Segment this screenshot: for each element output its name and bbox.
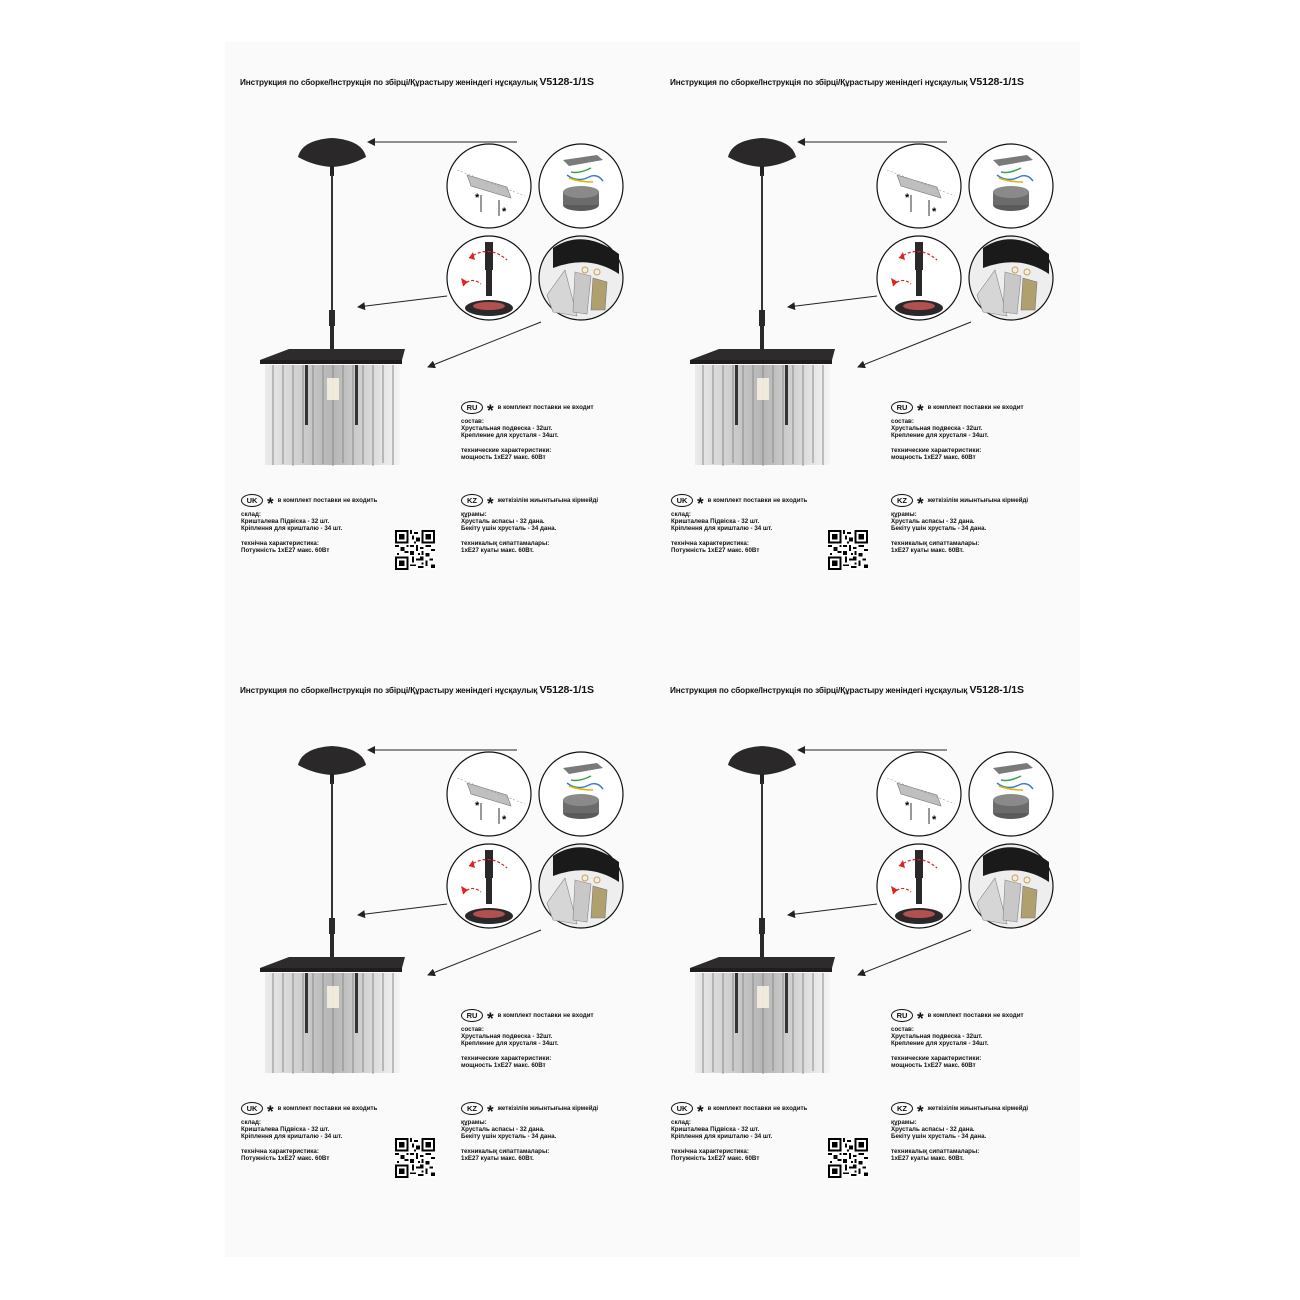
- crystal-hook-icon: [539, 236, 623, 320]
- ru-specs-value: мощность 1хЕ27 макс. 60Вт: [461, 1061, 546, 1069]
- kz-specs-value: 1хЕ27 куаты макс. 60Вт.: [891, 546, 964, 554]
- ru-composition-label: состав:: [891, 418, 914, 425]
- kz-composition-label: құрамы:: [461, 1119, 487, 1126]
- kz-composition-label: құрамы:: [461, 511, 487, 518]
- kz-item-2: Бекіту үшін хрусталь - 34 дана.: [461, 525, 557, 533]
- asterisk-icon: *: [487, 400, 494, 420]
- wiring-diagram-icon: [969, 144, 1053, 228]
- canopy-icon: [728, 746, 796, 784]
- svg-text:*: *: [502, 206, 507, 218]
- model-code: V5128-1/1S: [539, 684, 594, 696]
- kz-language-badge: KZ: [891, 494, 913, 507]
- ru-item-1: Хрустальная подвеска - 32шт.: [891, 1033, 983, 1041]
- wiring-diagram-icon: [539, 752, 623, 836]
- kz-composition-label: құрамы:: [891, 511, 917, 518]
- uk-not-included: в комплект поставки не входить: [707, 1104, 808, 1112]
- canopy-icon: [728, 138, 796, 176]
- mounting-bracket-icon: [447, 144, 531, 228]
- ru-item-2: Крепление для хрусталя - 34шт.: [461, 432, 559, 440]
- ru-item-2: Крепление для хрусталя - 34шт.: [891, 432, 989, 440]
- kz-language-badge: KZ: [891, 1102, 913, 1115]
- kz-composition-label: құрамы:: [891, 1119, 917, 1126]
- ru-info-block: [461, 1009, 594, 1069]
- rotate-arrow-icon: [877, 236, 961, 320]
- uk-not-included: в комплект поставки не входить: [277, 1104, 378, 1112]
- uk-item-1: Кришталева Підвіска - 32 шт.: [671, 518, 760, 526]
- uk-specs-label: технічна характеристика:: [241, 1147, 319, 1155]
- ru-specs-value: мощность 1хЕ27 макс. 60Вт: [891, 453, 976, 461]
- kz-item-2: Бекіту үшін хрусталь - 34 дана.: [891, 1133, 987, 1141]
- uk-composition-label: склад:: [241, 511, 261, 518]
- uk-info-block: [671, 1102, 807, 1162]
- ru-specs-label: технические характеристики:: [461, 446, 552, 454]
- svg-text:*: *: [905, 192, 910, 204]
- ru-not-included: в комплект поставки не входит: [497, 403, 594, 411]
- kz-item-1: Хрусталь аспасы - 32 дана.: [461, 1126, 545, 1134]
- kz-item-1: Хрусталь аспасы - 32 дана.: [891, 518, 975, 526]
- kz-item-1: Хрусталь аспасы - 32 дана.: [461, 518, 545, 526]
- uk-info-block: [241, 494, 377, 554]
- ru-language-badge: RU: [461, 401, 483, 414]
- uk-not-included: в комплект поставки не входить: [277, 496, 378, 504]
- ru-info-block: [461, 401, 594, 461]
- kz-not-included: жеткізілім жиынтығына кірмейді: [927, 1104, 1029, 1112]
- svg-text:*: *: [905, 800, 910, 812]
- asterisk-icon: *: [917, 400, 924, 420]
- uk-specs-value: Потужність 1хЕ27 макс. 60Вт: [241, 546, 330, 554]
- kz-specs-value: 1хЕ27 куаты макс. 60Вт.: [461, 1154, 534, 1162]
- uk-language-badge: UK: [241, 1102, 263, 1115]
- qr-code-icon[interactable]: [395, 1138, 435, 1178]
- ru-not-included: в комплект поставки не входит: [497, 1011, 594, 1019]
- uk-info-block: [671, 494, 807, 554]
- kz-item-2: Бекіту үшін хрусталь - 34 дана.: [461, 1133, 557, 1141]
- kz-specs-label: техникалық сипаттамалары:: [891, 539, 980, 547]
- ru-item-2: Крепление для хрусталя - 34шт.: [461, 1040, 559, 1048]
- kz-not-included: жеткізілім жиынтығына кірмейді: [497, 496, 599, 504]
- canopy-icon: [298, 746, 366, 784]
- asterisk-icon: *: [487, 493, 494, 513]
- kz-language-badge: KZ: [461, 1102, 483, 1115]
- ru-specs-label: технические характеристики:: [461, 1054, 552, 1062]
- uk-specs-value: Потужність 1хЕ27 макс. 60Вт: [241, 1154, 330, 1162]
- kz-specs-value: 1хЕ27 куаты макс. 60Вт.: [891, 1154, 964, 1162]
- asterisk-icon: *: [487, 1101, 494, 1121]
- kz-info-block: [461, 1102, 598, 1162]
- uk-specs-value: Потужність 1хЕ27 макс. 60Вт: [671, 1154, 760, 1162]
- ru-composition-label: состав:: [891, 1026, 914, 1033]
- ru-item-1: Хрустальная подвеска - 32шт.: [461, 425, 553, 433]
- kz-info-block: [461, 494, 598, 554]
- title-text: Инструкция по сборке/Інструкція по збірці/Құрастыру женіндегі нұсқаулық: [670, 686, 968, 695]
- model-code: V5128-1/1S: [969, 76, 1024, 88]
- chandelier-icon: [260, 349, 405, 466]
- uk-item-2: Кріплення для кришталю - 34 шт.: [241, 1133, 343, 1141]
- ru-not-included: в комплект поставки не входит: [927, 403, 1024, 411]
- asterisk-icon: *: [917, 1008, 924, 1028]
- uk-item-2: Кріплення для кришталю - 34 шт.: [671, 1133, 773, 1141]
- rotate-arrow-icon: [447, 844, 531, 928]
- mounting-bracket-icon: [447, 752, 531, 836]
- assembly-illustration: [665, 668, 1095, 1278]
- asterisk-icon: *: [267, 1101, 274, 1121]
- kz-not-included: жеткізілім жиынтығына кірмейді: [497, 1104, 599, 1112]
- ru-specs-value: мощность 1хЕ27 макс. 60Вт: [461, 453, 546, 461]
- rotate-arrow-icon: [877, 844, 961, 928]
- assembly-illustration: [235, 60, 665, 670]
- crystal-hook-icon: [969, 236, 1053, 320]
- ru-language-badge: RU: [891, 401, 913, 414]
- ru-item-1: Хрустальная подвеска - 32шт.: [461, 1033, 553, 1041]
- model-code: V5128-1/1S: [969, 684, 1024, 696]
- uk-specs-label: технічна характеристика:: [241, 539, 319, 547]
- title-text: Инструкция по сборке/Інструкція по збірці/Құрастыру женіндегі нұсқаулық: [240, 686, 538, 695]
- ru-specs-value: мощность 1хЕ27 макс. 60Вт: [891, 1061, 976, 1069]
- mounting-bracket-icon: [877, 752, 961, 836]
- model-code: V5128-1/1S: [539, 76, 594, 88]
- crystal-hook-icon: [969, 844, 1053, 928]
- asterisk-icon: *: [697, 493, 704, 513]
- qr-code-icon[interactable]: [395, 530, 435, 570]
- assembly-illustration: [665, 60, 1095, 670]
- svg-text:*: *: [475, 192, 480, 204]
- kz-specs-label: техникалық сипаттамалары:: [891, 1147, 980, 1155]
- assembly-illustration: [235, 668, 665, 1278]
- uk-specs-label: технічна характеристика:: [671, 1147, 749, 1155]
- kz-not-included: жеткізілім жиынтығына кірмейді: [927, 496, 1029, 504]
- rotate-arrow-icon: [447, 236, 531, 320]
- asterisk-icon: *: [697, 1101, 704, 1121]
- svg-text:*: *: [502, 814, 507, 826]
- kz-item-2: Бекіту үшін хрусталь - 34 дана.: [891, 525, 987, 533]
- uk-not-included: в комплект поставки не входить: [707, 496, 808, 504]
- asterisk-icon: *: [917, 493, 924, 513]
- mounting-bracket-icon: [877, 144, 961, 228]
- kz-language-badge: KZ: [461, 494, 483, 507]
- wiring-diagram-icon: [969, 752, 1053, 836]
- ru-composition-label: состав:: [461, 1026, 484, 1033]
- instruction-panel: [665, 668, 1095, 1278]
- ru-composition-label: состав:: [461, 418, 484, 425]
- kz-specs-value: 1хЕ27 куаты макс. 60Вт.: [461, 546, 534, 554]
- chandelier-icon: [690, 957, 835, 1074]
- ru-language-badge: RU: [891, 1009, 913, 1022]
- canopy-icon: [298, 138, 366, 176]
- svg-text:*: *: [932, 814, 937, 826]
- ru-not-included: в комплект поставки не входит: [927, 1011, 1024, 1019]
- ru-specs-label: технические характеристики:: [891, 446, 982, 454]
- uk-language-badge: UK: [671, 1102, 693, 1115]
- kz-item-1: Хрусталь аспасы - 32 дана.: [891, 1126, 975, 1134]
- instruction-panel: [235, 668, 665, 1278]
- qr-code-icon[interactable]: [828, 1138, 868, 1178]
- wiring-diagram-icon: [539, 144, 623, 228]
- uk-item-2: Кріплення для кришталю - 34 шт.: [241, 525, 343, 533]
- kz-info-block: [891, 494, 1028, 554]
- instruction-panel: [665, 60, 1095, 670]
- asterisk-icon: *: [267, 493, 274, 513]
- ru-item-2: Крепление для хрусталя - 34шт.: [891, 1040, 989, 1048]
- qr-code-icon[interactable]: [828, 530, 868, 570]
- ru-specs-label: технические характеристики:: [891, 1054, 982, 1062]
- svg-text:*: *: [932, 206, 937, 218]
- ru-item-1: Хрустальная подвеска - 32шт.: [891, 425, 983, 433]
- crystal-hook-icon: [539, 844, 623, 928]
- uk-item-2: Кріплення для кришталю - 34 шт.: [671, 525, 773, 533]
- kz-specs-label: техникалық сипаттамалары:: [461, 1147, 550, 1155]
- asterisk-icon: *: [917, 1101, 924, 1121]
- ru-language-badge: RU: [461, 1009, 483, 1022]
- ru-info-block: [891, 1009, 1024, 1069]
- uk-composition-label: склад:: [241, 1119, 261, 1126]
- title-text: Инструкция по сборке/Інструкція по збірці/Құрастыру женіндегі нұсқаулық: [240, 78, 538, 87]
- title-text: Инструкция по сборке/Інструкція по збірці/Құрастыру женіндегі нұсқаулық: [670, 78, 968, 87]
- uk-info-block: [241, 1102, 377, 1162]
- uk-composition-label: склад:: [671, 511, 691, 518]
- kz-specs-label: техникалық сипаттамалары:: [461, 539, 550, 547]
- uk-language-badge: UK: [241, 494, 263, 507]
- uk-item-1: Кришталева Підвіска - 32 шт.: [671, 1126, 760, 1134]
- kz-info-block: [891, 1102, 1028, 1162]
- asterisk-icon: *: [487, 1008, 494, 1028]
- instruction-panel: [235, 60, 665, 670]
- chandelier-icon: [690, 349, 835, 466]
- uk-composition-label: склад:: [671, 1119, 691, 1126]
- chandelier-icon: [260, 957, 405, 1074]
- uk-item-1: Кришталева Підвіска - 32 шт.: [241, 1126, 330, 1134]
- uk-item-1: Кришталева Підвіска - 32 шт.: [241, 518, 330, 526]
- ru-info-block: [891, 401, 1024, 461]
- uk-language-badge: UK: [671, 494, 693, 507]
- uk-specs-label: технічна характеристика:: [671, 539, 749, 547]
- uk-specs-value: Потужність 1хЕ27 макс. 60Вт: [671, 546, 760, 554]
- svg-text:*: *: [475, 800, 480, 812]
